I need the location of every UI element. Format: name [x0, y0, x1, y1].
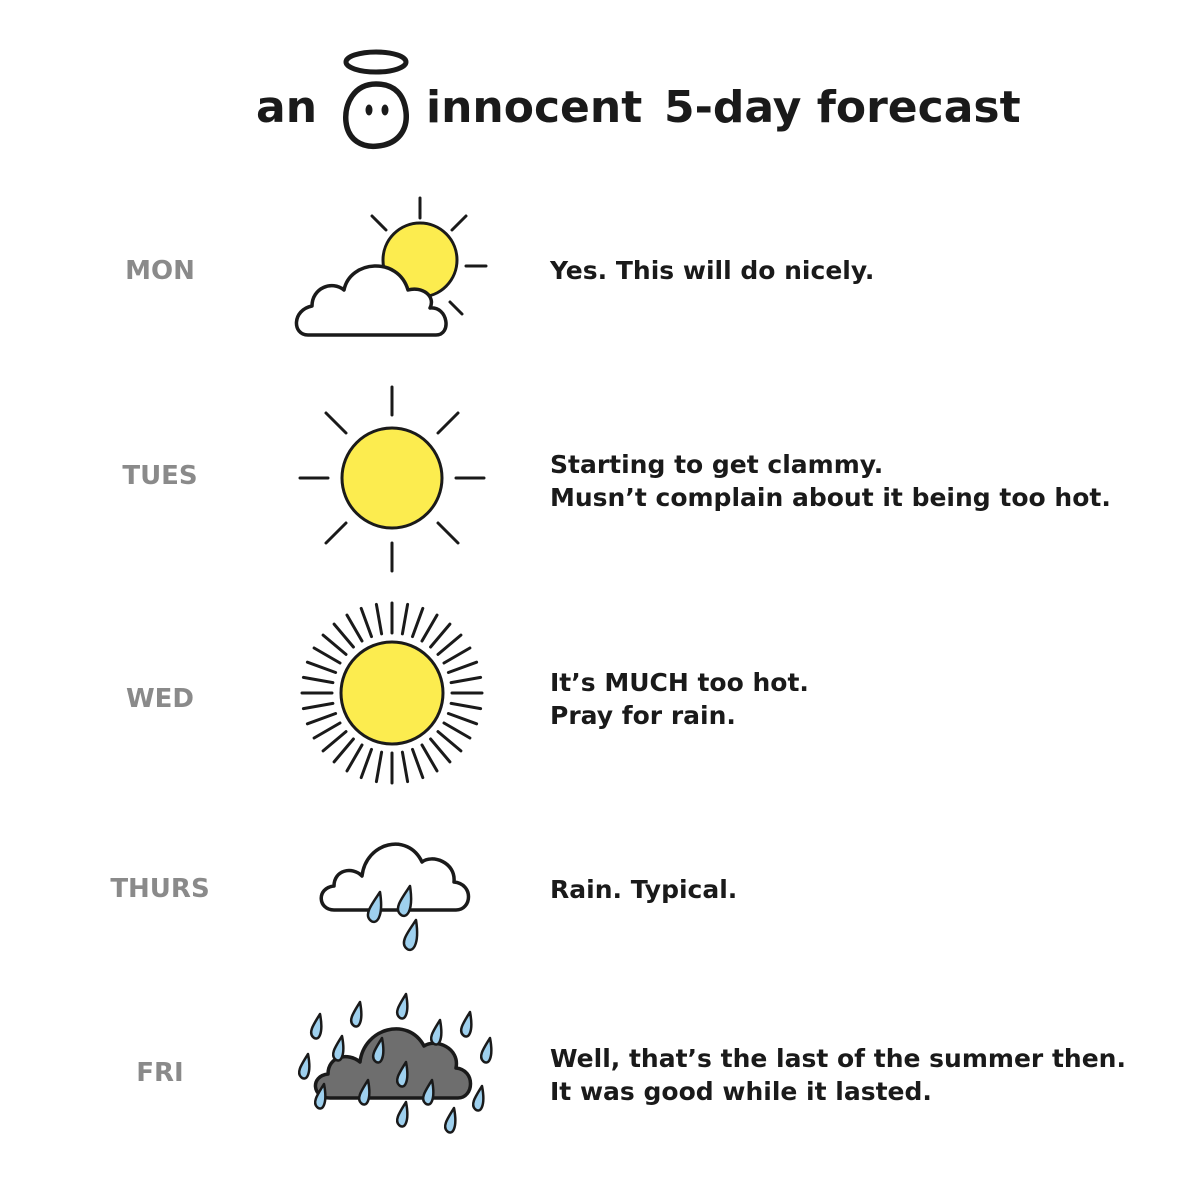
forecast-row-fri — [0, 990, 1200, 1140]
sun-ray — [303, 703, 333, 708]
sun-ray — [422, 745, 437, 771]
sun-ray — [448, 662, 476, 672]
sun-ray — [402, 752, 407, 782]
sun-ray — [323, 635, 346, 654]
blazing-sun-icon — [297, 598, 487, 788]
sun-ray — [334, 624, 353, 647]
sun-ray — [307, 662, 335, 672]
sun-ray — [361, 749, 371, 777]
sun-ray — [323, 732, 346, 751]
sun-ray — [361, 608, 371, 636]
forecast-row-tues — [0, 385, 1200, 575]
description-line: Yes. This will do nicely. — [550, 256, 875, 285]
sun-ray — [422, 615, 437, 641]
forecast-description — [550, 254, 874, 287]
forecast-description — [550, 873, 737, 906]
sun-ray — [431, 739, 450, 762]
sun-ray — [334, 739, 353, 762]
title-suffix: 5-day forecast — [664, 82, 1021, 133]
description-line: Pray for rain. — [550, 701, 736, 730]
sun-ray — [448, 714, 476, 724]
forecast-row-wed — [0, 598, 1200, 788]
day-label: FRI — [136, 1058, 184, 1088]
sun-ray — [307, 714, 335, 724]
day-label: MON — [125, 256, 195, 286]
day-label: TUES — [122, 461, 198, 491]
forecast-description — [550, 448, 1111, 514]
sun-behind-cloud-icon — [290, 190, 500, 350]
sun-ray — [438, 732, 461, 751]
sun-ray — [444, 723, 470, 738]
forecast-description — [550, 1042, 1126, 1108]
sun-ray — [431, 624, 450, 647]
sun-ray — [413, 749, 423, 777]
sun-ray — [314, 648, 340, 663]
rain-cloud-icon — [312, 822, 472, 957]
sun-ray — [376, 604, 381, 634]
sun-ray — [347, 615, 362, 641]
heavy-rain-storm-cloud-icon — [290, 990, 500, 1140]
title-prefix: an — [256, 82, 318, 133]
forecast-row-mon — [0, 190, 1200, 350]
forecast-description — [550, 666, 809, 732]
forecast-row-thurs — [0, 822, 1200, 957]
description-line: Starting to get clammy. — [550, 450, 884, 479]
sun-ray — [413, 608, 423, 636]
sun-ray — [314, 723, 340, 738]
sun-ray — [376, 752, 381, 782]
description-line: Rain. Typical. — [550, 875, 738, 904]
sun-ray — [438, 635, 461, 654]
sun-ray — [303, 677, 333, 682]
description-line: It’s MUCH too hot. — [550, 668, 809, 697]
sun-icon — [292, 385, 492, 575]
sun-ray — [451, 703, 481, 708]
innocent-logo-icon — [336, 40, 416, 150]
sun-ray — [402, 604, 407, 634]
description-line: It was good while it lasted. — [550, 1077, 932, 1106]
day-label: THURS — [110, 874, 210, 904]
sun-ray — [444, 648, 470, 663]
forecast-title — [0, 40, 1200, 170]
description-line: Musn’t complain about it being too hot. — [550, 483, 1111, 512]
sun-ray — [347, 745, 362, 771]
sun-ray — [451, 677, 481, 682]
title-brand: innocent — [426, 82, 643, 133]
day-label: WED — [125, 684, 195, 714]
description-line: Well, that’s the last of the summer then. — [550, 1044, 1126, 1073]
